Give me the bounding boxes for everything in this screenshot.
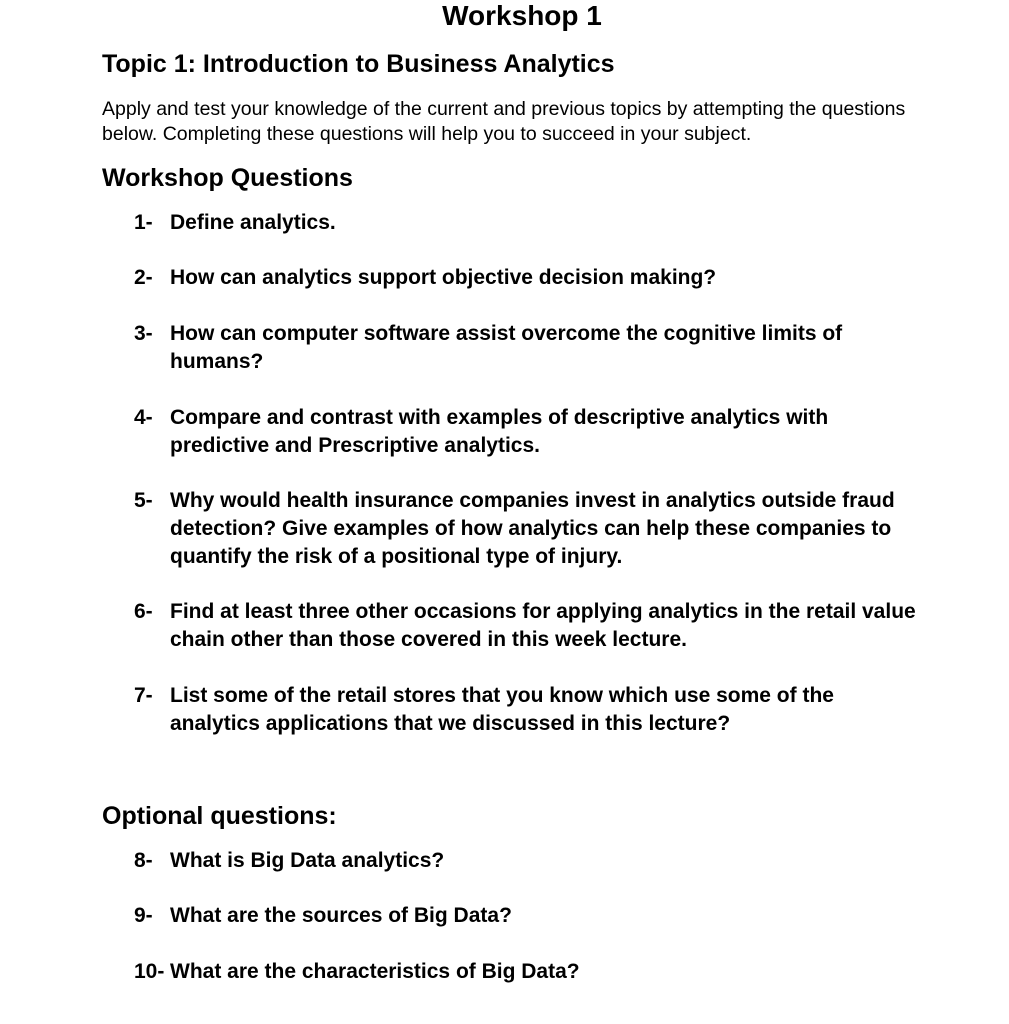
question-text: What is Big Data analytics? [170,849,445,872]
question-number: 6- [134,600,153,623]
question-text: List some of the retail stores that you know which use some of the analytics applications that we discussed in this lecture? [170,684,834,735]
question-text: Find at least three other occasions for applying analytics in the retail value chain other than those covered in this week lecture. [170,600,916,651]
question-number: 8- [134,849,153,872]
workshop-questions-heading: Workshop Questions [102,164,353,192]
question-text: Compare and contrast with examples of descriptive analytics with predictive and Prescriptive analytics. [170,406,829,457]
question-text: Why would health insurance companies invest in analytics outside fraud detection? Give examples of how analytics can help these companies to quantify the risk of a positional type of injury. [170,489,895,568]
question-text: What are the sources of Big Data? [170,904,512,927]
question-number: 7- [134,684,153,707]
question-number: 4- [134,406,153,429]
question-text: How can analytics support objective decision making? [170,266,717,289]
question-item [134,487,964,571]
optional-question-item [134,847,964,875]
question-number: 9- [134,904,153,927]
question-item [134,264,964,292]
question-item [134,404,904,460]
question-text: How can computer software assist overcome the cognitive limits of humans? [170,322,843,373]
question-number: 2- [134,266,153,289]
page-title: Workshop 1 [442,0,602,31]
optional-question-item [134,958,964,986]
question-text: Define analytics. [170,211,336,234]
optional-questions-heading: Optional questions: [102,802,337,830]
question-item [134,320,904,376]
intro-paragraph: Apply and test your knowledge of the current and previous topics by attempting the questions below. Completing these questions will help you to succeed in your subject. [102,98,906,145]
question-text: What are the characteristics of Big Data? [170,960,580,983]
question-number: 10- [134,960,165,983]
question-number: 1- [134,211,153,234]
question-item [134,598,924,654]
question-number: 5- [134,489,153,512]
topic-heading: Topic 1: Introduction to Business Analytics [102,50,615,78]
question-item [134,209,964,237]
question-number: 3- [134,322,153,345]
question-item [134,682,904,738]
optional-question-item [134,902,964,930]
